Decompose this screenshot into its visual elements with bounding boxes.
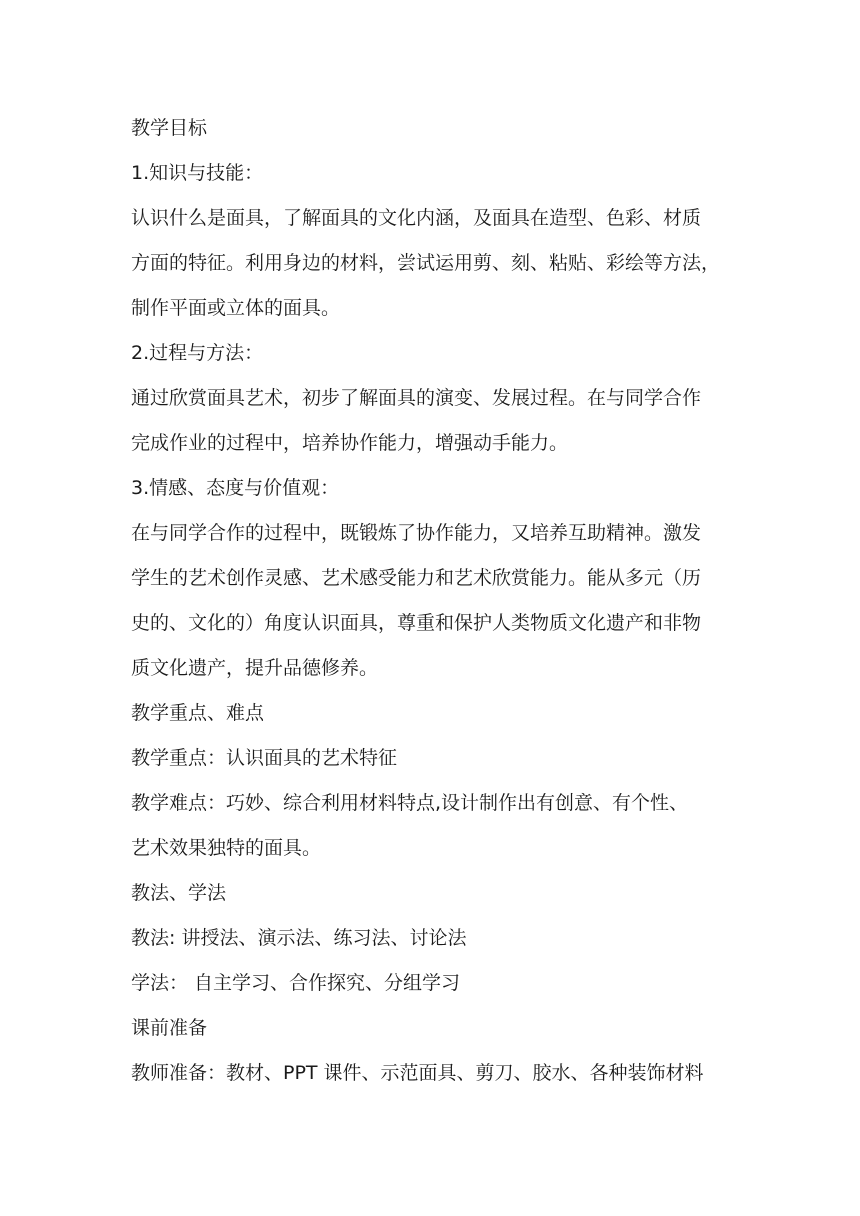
subheading-emotion-values: 3.情感、态度与价值观：: [131, 477, 340, 499]
section-heading-methods: 教法、学法: [131, 882, 227, 904]
text-line: 制作平面或立体的面具。: [131, 297, 341, 319]
text-line: 学生的艺术创作灵感、艺术感受能力和艺术欣赏能力。能从多元（历: [131, 567, 702, 589]
subheading-process-methods: 2.过程与方法：: [131, 342, 264, 364]
section-heading-key-difficult-points: 教学重点、难点: [131, 702, 265, 724]
text-learning-methods: 学法： 自主学习、合作探究、分组学习: [131, 972, 461, 994]
section-heading-preparation: 课前准备: [131, 1017, 208, 1039]
paragraph-emotion-values: [131, 511, 733, 691]
text-line: 在与同学合作的过程中，既锻炼了协作能力，又培养互助精神。激发: [131, 522, 702, 544]
text-line: 教学难点：巧妙、综合利用材料特点,设计制作出有创意、有个性、: [131, 792, 689, 814]
text-line: 方面的特征。利用身边的材料，尝试运用剪、刻、粘贴、彩绘等方法，: [131, 252, 721, 274]
paragraph-knowledge-skills: [131, 196, 733, 331]
text-line: 质文化遗产，提升品德修养。: [131, 657, 379, 679]
paragraph-process-methods: [131, 376, 733, 466]
document-body: [131, 106, 733, 1096]
subheading-knowledge-skills: 1.知识与技能：: [131, 162, 264, 184]
text-line: 完成作业的过程中，培养协作能力，增强动手能力。: [131, 432, 569, 454]
text-line: 通过欣赏面具艺术，初步了解面具的演变、发展过程。在与同学合作: [131, 387, 702, 409]
section-heading-teaching-goals: 教学目标: [131, 117, 208, 139]
text-key-point: 教学重点：认识面具的艺术特征: [131, 747, 398, 769]
paragraph-difficult-point: [131, 781, 733, 871]
text-teacher-preparation: 教师准备：教材、PPT 课件、示范面具、剪刀、胶水、各种装饰材料: [131, 1062, 704, 1084]
text-line: 史的、文化的）角度认识面具，尊重和保护人类物质文化遗产和非物: [131, 612, 702, 634]
text-line: 认识什么是面具，了解面具的文化内涵，及面具在造型、色彩、材质: [131, 207, 702, 229]
text-teaching-methods: 教法: 讲授法、演示法、练习法、讨论法: [131, 927, 467, 949]
text-line: 艺术效果独特的面具。: [131, 837, 322, 859]
